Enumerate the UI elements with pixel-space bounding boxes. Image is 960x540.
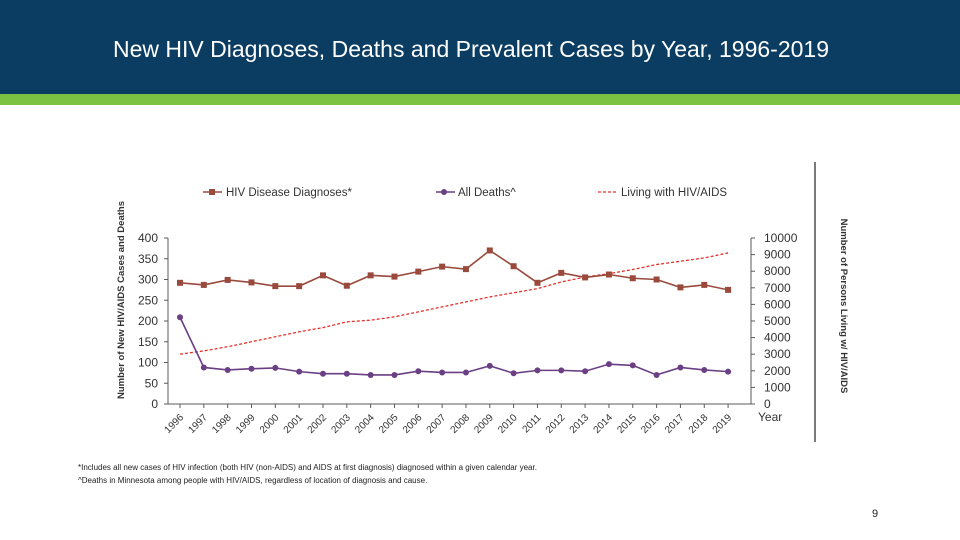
diagnoses-point [201,282,207,288]
deaths-point [463,369,469,375]
x-tick-label: 2003 [329,412,353,436]
deaths-point [368,372,374,378]
deaths-point [272,365,278,371]
deaths-point [439,369,445,375]
deaths-point [320,371,326,377]
deaths-point [201,364,207,370]
x-tick-label: 2012 [543,412,568,436]
y-axis-title-right: Number of Persons Living w/ HIV/AIDS [838,218,849,394]
y-tick-label-left: 50 [144,376,158,391]
x-tick-label: 2008 [448,412,473,436]
deaths-point [606,361,612,367]
footnote-deaths: ^Deaths in Minnesota among people with HIV/AIDS, regardless of location of diagnosis and cause. [78,476,428,485]
y-tick-label-right: 6000 [764,297,791,312]
x-tick-label: 2002 [305,412,330,436]
deaths-point [248,366,254,372]
diagnoses-point [272,283,278,289]
x-tick-label: 2010 [496,412,520,436]
y-tick-label-right: 10000 [764,231,798,245]
diagnoses-point [320,272,326,278]
y-tick-label-right: 8000 [764,264,791,279]
x-tick-label: 2016 [639,412,663,436]
chart-axes [116,201,849,436]
diagnoses-point [463,266,469,272]
diagnoses-point [654,277,660,283]
y-tick-label-left: 150 [137,334,158,349]
diagnoses-point [582,274,588,280]
x-tick-label: 2011 [520,412,544,436]
deaths-point [677,364,683,370]
x-axis-title: Year [758,410,783,424]
x-tick-label: 2014 [591,412,616,436]
y-tick-label-right: 7000 [764,280,791,295]
deaths-point [415,368,421,374]
chart-legend [203,187,727,199]
x-tick-label: 2007 [424,412,449,436]
legend-marker-deaths [441,189,447,195]
y-tick-label-right: 3000 [764,347,791,362]
x-tick-label: 2005 [377,412,401,436]
y-tick-label-right: 2000 [764,363,791,378]
y-tick-label-left: 400 [137,231,158,245]
x-tick-label: 1996 [162,412,187,436]
diagnoses-point [439,264,445,270]
deaths-point [534,367,540,373]
x-tick-label: 2019 [710,412,735,436]
deaths-point [225,367,231,373]
deaths-point [725,369,731,375]
y-axis-title-left: Number of New HIV/AIDS Cases and Deaths [116,201,127,399]
chart-series [177,247,731,378]
y-tick-label-left: 100 [137,355,158,370]
deaths-point [558,367,564,373]
diagnoses-point [558,270,564,276]
diagnoses-point [248,279,254,285]
diagnoses-point [415,269,421,275]
deaths-point [630,362,636,368]
y-tick-label-right: 1000 [764,380,791,395]
diagnoses-point [487,247,493,253]
diagnoses-point [606,272,612,278]
legend-marker-diagnoses [209,189,215,195]
diagnoses-point [701,282,707,288]
diagnoses-point [630,275,636,281]
diagnoses-point [296,283,302,289]
x-tick-label: 2013 [567,412,592,436]
y-tick-label-left: 350 [137,251,158,266]
page-number: 9 [872,508,879,520]
deaths-point [296,369,302,375]
y-tick-label-right: 0 [764,397,771,411]
slide-title: New HIV Diagnoses, Deaths and Prevalent Cases by Year, 1996-2019 [113,36,829,62]
x-tick-label: 1998 [210,412,234,436]
diagnoses-point [391,274,397,280]
x-tick-label: 2001 [281,412,306,436]
x-tick-label: 2006 [400,412,425,436]
x-tick-label: 2009 [472,412,496,436]
legend-label-diagnoses: HIV Disease Diagnoses* [226,187,352,199]
y-tick-label-left: 0 [151,397,158,411]
x-tick-label: 1997 [186,412,210,436]
legend-label-deaths: All Deaths^ [458,187,516,199]
y-tick-label-left: 200 [137,314,158,328]
y-tick-label-right: 9000 [764,247,791,262]
legend-label-living: Living with HIV/AIDS [621,187,728,199]
diagnoses-point [511,263,517,269]
deaths-point [487,363,493,369]
x-tick-label: 1999 [234,412,258,436]
deaths-point [344,371,350,377]
diagnoses-point [368,272,374,278]
x-tick-label: 2004 [353,412,377,436]
deaths-point [391,372,397,378]
x-tick-label: 2017 [663,412,687,436]
x-tick-label: 2015 [615,412,639,436]
x-tick-label: 2000 [257,412,282,436]
deaths-point [701,367,707,373]
x-tick-label: 2018 [686,412,711,436]
diagnoses-point [177,280,183,286]
deaths-point [654,372,660,378]
y-tick-label-left: 250 [137,293,158,308]
diagnoses-point [344,283,350,289]
diagnoses-point [677,284,683,290]
footnote-diagnoses: *Includes all new cases of HIV infection (both HIV (non-AIDS) and AIDS at first diagnosis) diagnosed within a given calendar year. [78,463,537,472]
y-tick-label-right: 5000 [764,314,791,328]
series-line-deaths [180,317,728,375]
series-line-diagnoses [180,250,728,289]
diagnoses-point [225,277,231,283]
deaths-point [582,368,588,374]
diagnoses-point [534,280,540,286]
diagnoses-point [725,287,731,293]
deaths-point [511,370,517,376]
y-tick-label-left: 300 [137,272,158,287]
y-tick-label-right: 4000 [764,330,791,345]
deaths-point [177,314,183,320]
